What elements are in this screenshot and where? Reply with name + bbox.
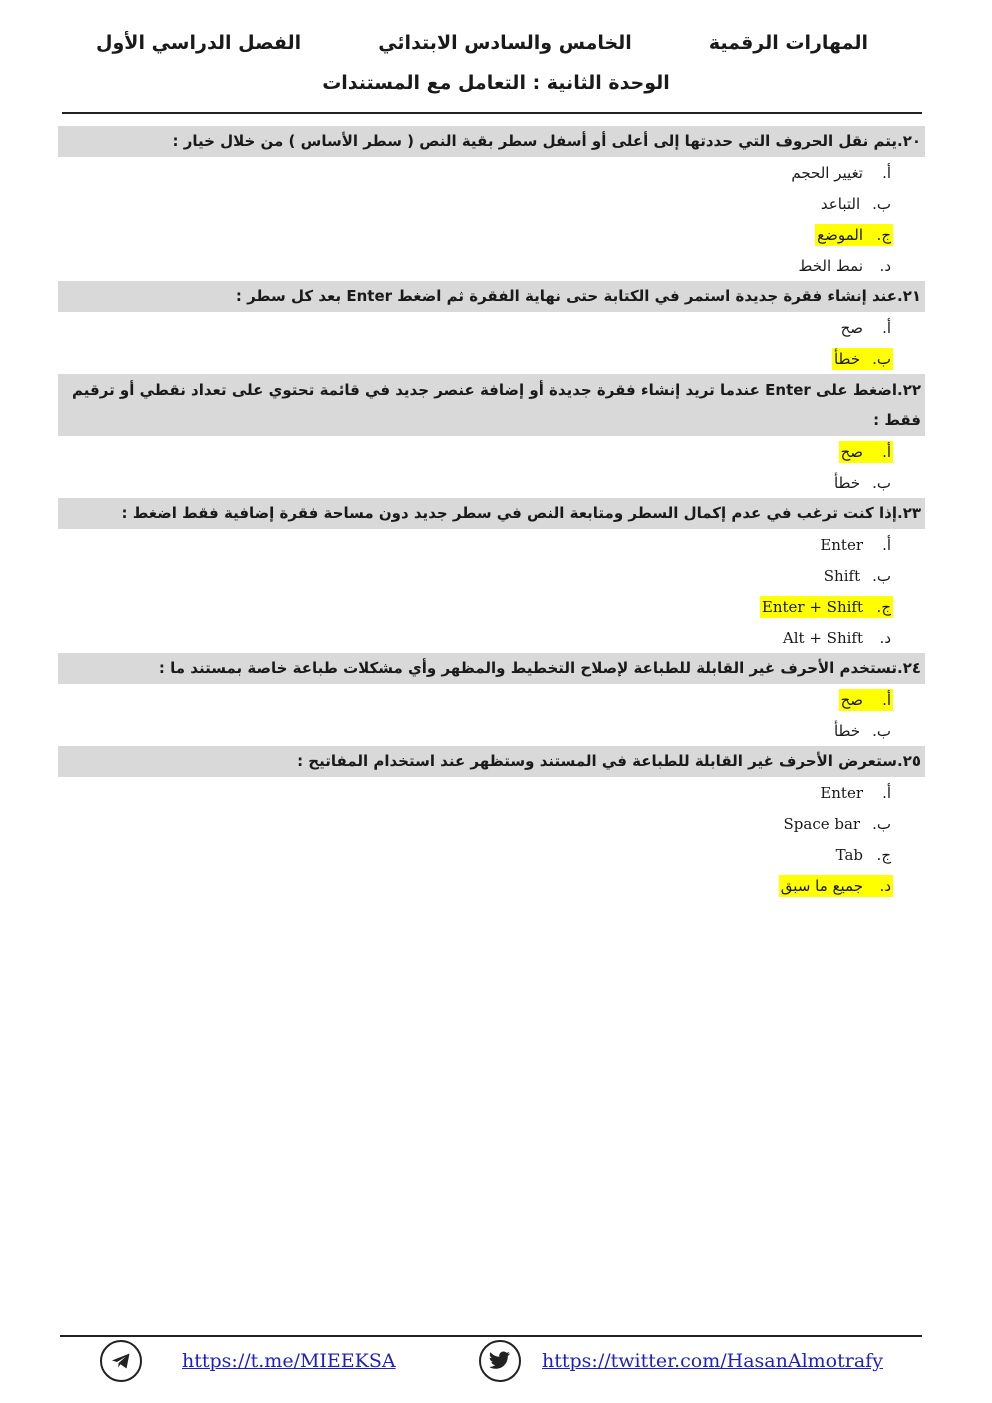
question-number: ٢٤.: [896, 659, 921, 677]
option-letter: د.: [879, 256, 891, 275]
option-c[interactable]: [58, 839, 925, 870]
header-divider: [62, 112, 922, 114]
option-letter: أ.: [882, 535, 891, 554]
option-c[interactable]: [58, 219, 925, 250]
header-subject: المهارات الرقمية: [708, 32, 868, 54]
option-letter: أ.: [882, 163, 891, 182]
option-letter: أ.: [882, 690, 891, 709]
answer-highlight: [760, 596, 893, 618]
question-number: ٢٢.: [896, 381, 921, 399]
option-b[interactable]: [58, 808, 925, 839]
option-b[interactable]: [58, 343, 925, 374]
options-list: [58, 777, 925, 901]
question-text: اضغط على Enter عندما تريد إنشاء فقرة جديدة أو إضافة عنصر جديد في قائمة تحتوي على تعداد نقطي أو ترقيم فقط :: [72, 381, 921, 429]
option-letter: ب.: [872, 814, 891, 833]
question-bar: [58, 498, 925, 529]
option-b[interactable]: [58, 467, 925, 498]
question-text: عند إنشاء فقرة جديدة استمر في الكتابة حتى نهاية الفقرة ثم اضغط Enter بعد كل سطر :: [235, 287, 897, 305]
question-bar: [58, 281, 925, 312]
question-number: ٢٥.: [896, 752, 921, 770]
page-footer: [0, 1340, 992, 1386]
question-text: إذا كنت ترغب في عدم إكمال السطر ومتابعة النص في سطر جديد دون مساحة فقرة إضافية فقط اضغط :: [121, 504, 897, 522]
option-text: Alt + Shift: [782, 628, 863, 647]
question-bar: [58, 653, 925, 684]
twitter-icon[interactable]: [479, 1340, 521, 1382]
option-letter: ج.: [876, 845, 891, 864]
question-number: ٢٠.: [896, 132, 921, 150]
option-a[interactable]: [58, 529, 925, 560]
option-text: خطأ: [833, 349, 861, 368]
option-d[interactable]: [58, 622, 925, 653]
question-bar: [58, 126, 925, 157]
options-list: [58, 312, 925, 374]
question-text: ستعرض الأحرف غير القابلة للطباعة في المستند وستظهر عند استخدام المفاتيح :: [297, 752, 897, 770]
question-number: ٢١.: [896, 287, 921, 305]
question-22: [58, 374, 925, 498]
option-a[interactable]: [58, 157, 925, 188]
header-grades: الخامس والسادس الابتدائي: [378, 32, 632, 54]
options-list: [58, 529, 925, 653]
question-25: [58, 746, 925, 901]
option-letter: ب.: [872, 194, 891, 213]
option-text: التباعد: [820, 194, 861, 213]
answer-highlight: [839, 441, 893, 463]
option-text: Enter: [820, 783, 863, 802]
option-letter: ج.: [876, 597, 891, 616]
option-a[interactable]: [58, 312, 925, 343]
option-letter: ب.: [872, 473, 891, 492]
option-letter: ب.: [872, 349, 891, 368]
option-b[interactable]: [58, 188, 925, 219]
option-b[interactable]: [58, 715, 925, 746]
option-a[interactable]: [58, 684, 925, 715]
option-text: خطأ: [833, 721, 861, 740]
question-23: [58, 498, 925, 653]
option-text: Space bar: [783, 814, 861, 833]
header-term: الفصل الدراسي الأول: [96, 32, 302, 54]
answer-highlight: [839, 689, 893, 711]
options-list: [58, 157, 925, 281]
option-c[interactable]: [58, 591, 925, 622]
question-24: [58, 653, 925, 746]
option-text: Shift: [823, 566, 861, 585]
page-header: [96, 28, 868, 58]
question-text: تستخدم الأحرف غير القابلة للطباعة لإصلاح التخطيط والمظهر وأي مشكلات طباعة خاصة بمستند ما :: [158, 659, 897, 677]
option-letter: د.: [879, 876, 891, 895]
option-text: جميع ما سبق: [780, 876, 863, 895]
unit-title: الوحدة الثانية : التعامل مع المستندات: [322, 72, 670, 94]
question-20: [58, 126, 925, 281]
telegram-icon[interactable]: [100, 1340, 142, 1382]
question-21: [58, 281, 925, 374]
question-text: يتم نقل الحروف التي حددتها إلى أعلى أو أسفل سطر بقية النص ( سطر الأساس ) من خلال خيار :: [172, 132, 897, 150]
option-text: خطأ: [833, 473, 861, 492]
option-text: صح: [840, 690, 863, 709]
answer-highlight: [815, 224, 893, 246]
option-text: Enter: [820, 535, 863, 554]
option-letter: ج.: [876, 225, 891, 244]
option-b[interactable]: [58, 560, 925, 591]
option-a[interactable]: [58, 436, 925, 467]
option-a[interactable]: [58, 777, 925, 808]
option-text: صح: [840, 442, 863, 461]
option-letter: د.: [879, 628, 891, 647]
option-text: Tab: [835, 845, 863, 864]
option-d[interactable]: [58, 250, 925, 281]
options-list: [58, 436, 925, 498]
option-letter: أ.: [882, 318, 891, 337]
option-letter: ب.: [872, 566, 891, 585]
option-letter: أ.: [882, 783, 891, 802]
answer-highlight: [832, 348, 893, 370]
option-text: Enter + Shift: [761, 597, 863, 616]
answer-highlight: [779, 875, 893, 897]
telegram-link[interactable]: https://t.me/MIEEKSA: [182, 1350, 396, 1372]
option-letter: ب.: [872, 721, 891, 740]
option-letter: أ.: [882, 442, 891, 461]
option-text: تغيير الحجم: [791, 163, 863, 182]
option-text: الموضع: [817, 225, 863, 244]
option-text: نمط الخط: [798, 256, 863, 275]
option-d[interactable]: [58, 870, 925, 901]
question-bar: [58, 746, 925, 777]
twitter-link[interactable]: https://twitter.com/HasanAlmotrafy: [542, 1350, 883, 1372]
options-list: [58, 684, 925, 746]
option-text: صح: [840, 318, 863, 337]
question-bar: [58, 374, 925, 436]
questions-list: [58, 126, 925, 901]
question-number: ٢٣.: [896, 504, 921, 522]
footer-divider: [60, 1335, 922, 1337]
